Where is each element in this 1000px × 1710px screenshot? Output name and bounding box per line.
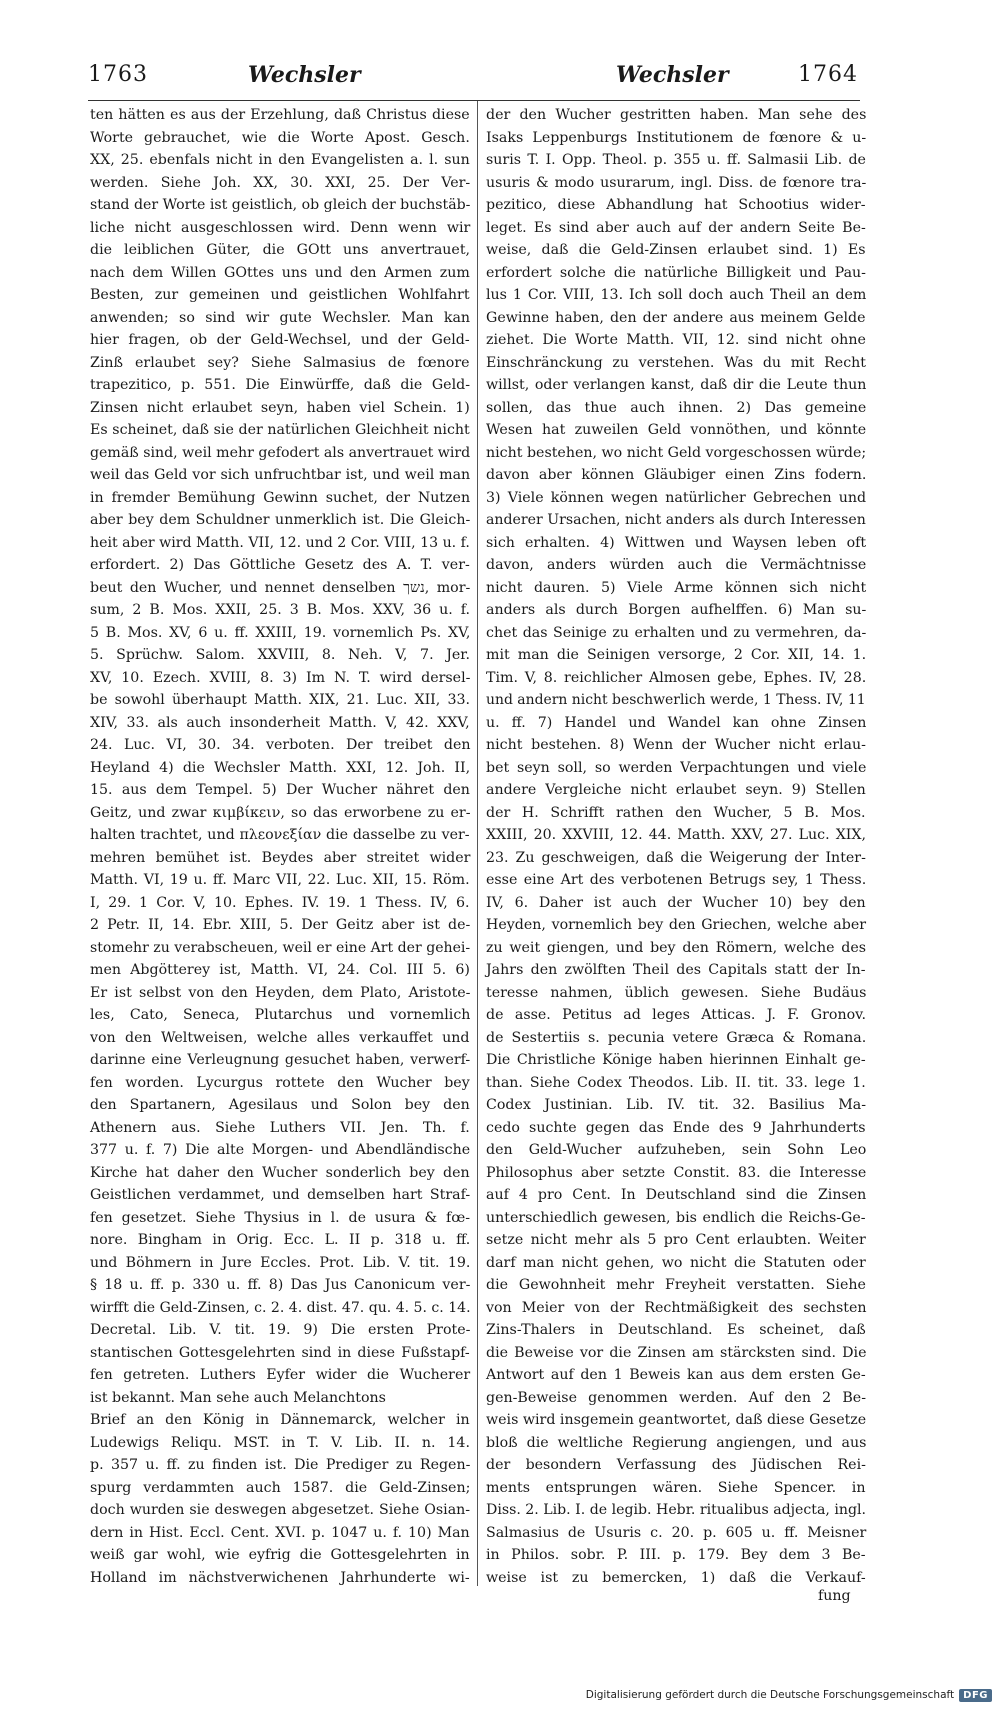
text-line: darinne eine Verleugnung gesuchet haben, verwerf- [90,1052,471,1068]
text-line: fen worden. Lycurgus rottete den Wucher bey [90,1074,470,1091]
text-line: Salmasius de Usuris c. 20. p. 605 u. ff. Meisner [486,1524,867,1541]
text-line: beut den Wucher, und nennet denselben נשך, mor- [90,579,471,596]
text-line: 23. Zu geschweigen, daß die Weigerung der Inter- [486,849,866,866]
text-line: Isaks Leppenburgs Institutionem de fœnore & u- [486,129,867,146]
text-line: ist bekannt. Man sehe auch Melanchtons [90,1389,386,1406]
text-line: esse eine Art des verbotenen Betrugs sey, 1 Thess. [486,872,867,888]
text-line: der H. Schrifft rathen den Wucher, 5 B. Mos. [486,804,866,821]
text-line: sich erhalten. 4) Wittwen und Waysen leben oft [486,534,867,551]
text-line: cedo suchte gegen das Ende des 9 Jahrhunderts [486,1119,866,1136]
text-line: sum, 2 B. Mos. XXII, 25. 3 B. Mos. XXV, 36 u. f. [90,602,471,618]
text-line: mehren bemühet ist. Beydes aber streitet wider [90,849,471,866]
text-line: nore. Bingham in Orig. Ecc. L. II p. 318 u. ff. [90,1232,471,1248]
text-line: stomehr zu verabscheuen, weil er eine Art der gehei- [90,939,471,956]
left-column [90,104,470,1589]
text-line: unterschiedlich gewesen, bis endlich die Reichs-Ge- [486,1209,866,1226]
header-rule [88,100,860,101]
text-line: I, 29. 1 Cor. V, 10. Ephes. IV. 19. 1 Thess. IV, 6. [90,894,470,911]
text-line: dern in Hist. Eccl. Cent. XVI. p. 1047 u. f. 10) Man [90,1524,470,1541]
text-line: spurg verdammten auch 1587. die Geld-Zinsen; [90,1479,471,1496]
text-line: lus 1 Cor. VIII, 13. Ich soll doch auch Theil an dem [486,287,867,303]
text-line: und andern nicht beschwerlich werde, 1 Thess. IV, 11 [486,692,866,708]
text-line: be sowohl überhaupt Matth. XIX, 21. Luc. XII, 33. [90,692,471,708]
text-line: Decretal. Lib. V. tit. 19. 9) Die ersten Prote- [90,1322,471,1338]
text-line: Zinß erlaubet sey? Siehe Salmasius de fœnore [90,354,470,371]
text-line: Worte gebrauchet, wie die Worte Apost. Gesch. [90,129,470,146]
text-line: aber bey dem Schuldner unmerklich ist. Die Gleich- [90,512,471,528]
text-line: ziehet. Die Worte Matth. VII, 12. sind nicht ohne [486,332,866,348]
text-line: 24. Luc. VI, 30. 34. verboten. Der treibet den [90,737,471,753]
text-line: halten trachtet, und πλεονεξίαν die dasselbe zu ver- [90,827,470,843]
text-line: Einschränckung zu verstehen. Was du mit Recht [486,354,866,371]
text-line: die leiblichen Güter, die GOtt uns anvertrauet, [90,242,471,258]
text-line: 15. aus dem Tempel. 5) Der Wucher nähret den [90,782,470,798]
text-line: Matth. VI, 19 u. ff. Marc VII, 22. Luc. XII, 15. Röm. [90,872,470,888]
text-line: sollen, das thue auch ihnen. 2) Das gemeine [486,399,867,416]
text-line: Gewinne haben, den der andere aus meinem Gelde [486,309,866,326]
text-line: nicht bestehen. 8) Wenn der Wucher nicht erlau- [486,737,866,753]
text-line: XXIII, 20. XXVIII, 12. 44. Matth. XXV, 27. Luc. XIX, [486,827,867,843]
text-line: teresse nahmen, üblich gewesen. Siehe Budäus [486,984,867,1001]
text-line: Diss. 2. Lib. I. de legib. Hebr. ritualibus adjecta, ingl. [486,1502,867,1518]
text-line: Jahrs den zwölften Theil des Capitals statt der In- [486,962,866,978]
text-line: davon aber können Gläubiger einen Zins fodern. [486,467,867,483]
right-page-number: 1764 [798,62,858,87]
text-line: anders als durch Borgen aufhelffen. 6) Man su- [486,602,867,618]
footer [586,1686,992,1704]
text-line: p. 357 u. ff. zu finden ist. Die Prediger zu Regen- [90,1457,471,1473]
text-line: in fremder Bemühung Gewinn suchet, der Nutzen [90,489,471,506]
text-line: von Meier von der Rechtmäßigkeit des sechsten [486,1299,867,1316]
page-header [88,62,858,102]
text-line: ten hätten es aus der Erzehlung, daß Christus diese [90,107,470,123]
text-line: nicht bestehen, wo nicht Geld vorgeschossen würde; [486,444,867,461]
text-line: Geistlichen verdammet, und demselben hart Straf- [90,1187,471,1203]
text-line: Heyden, vornemlich bey den Griechen, welche aber [486,917,867,933]
text-line: heit aber wird Matth. VII, 12. und 2 Cor. VIII, 13 u. f. [90,534,470,551]
text-line: fen gesetzet. Siehe Thysius in l. de usura & fœ- [90,1209,471,1226]
text-line: § 18 u. ff. p. 330 u. ff. 8) Das Jus Canonicum ver- [90,1277,471,1293]
text-line: 5 B. Mos. XV, 6 u. ff. XXIII, 19. vornemlich Ps. XV, [90,624,471,641]
text-line: die Beweise vor die Zinsen am stärcksten sind. Die [486,1344,867,1361]
left-page-number: 1763 [88,62,148,87]
text-line: Besten, zur gemeinen und geistlichen Wohlfahrt [90,287,470,303]
text-line: Codex Justinian. Lib. IV. tit. 32. Basilius Ma- [486,1097,866,1113]
text-line: Heyland 4) die Wechsler Matth. XXI, 12. Joh. II, [90,759,471,776]
text-line: hier fragen, ob der Geld-Wechsel, und der Geld- [90,332,470,348]
text-line: andere Vergleiche nicht erlaubet seyn. 9) Stellen [486,782,866,798]
left-running-title: Wechsler [248,62,361,88]
text-line: den Geld-Wucher aufzuheben, sein Sohn Leo [486,1142,867,1158]
text-line: gen-Beweise genommen werden. Auf den 2 Be- [486,1389,867,1406]
text-line: than. Siehe Codex Theodos. Lib. II. tit. 33. lege 1. [486,1074,866,1091]
column-divider [477,101,478,1586]
text-line: les, Cato, Seneca, Plutarchus und vornemlich [90,1007,471,1023]
text-line: erfordert solche die natürliche Billigkeit und Pau- [486,264,866,281]
text-line: ments entsprungen wären. Siehe Spencer. in [486,1479,866,1496]
text-line: anderer Ursachen, nicht anders als durch Interessen [486,512,866,528]
text-line: Zinsen nicht erlaubet seyn, haben viel Schein. 1) [90,399,470,416]
text-line: Antwort auf den 1 Beweis kan aus dem ersten Ge- [486,1367,866,1383]
text-line: XV, 10. Ezech. XVIII, 8. 3) Im N. T. wird dersel- [90,669,471,686]
text-line: 3) Viele können wegen natürlicher Gebrechen und [486,489,867,506]
text-line: Wesen hat zuweilen Geld vonnöthen, und könnte [486,422,867,438]
text-line: bet seyn soll, so werden Verpachtungen und viele [486,759,867,776]
text-line: Er ist selbst von den Heyden, dem Plato, Aristote- [90,984,471,1001]
text-line: nach dem Willen GOttes uns und den Armen zum [90,264,470,281]
text-line: usuris & modo usurarum, ingl. Diss. de fœnore tra- [486,174,867,191]
text-line: Holland im nächstverwichenen Jahrhunderte wi- [90,1569,470,1586]
text-line: de Sestertiis s. pecunia vetere Græca & Romana. [486,1029,867,1046]
text-line: werden. Siehe Joh. XX, 30. XXI, 25. Der Ver- [90,174,471,191]
text-line: 2 Petr. II, 14. Ebr. XIII, 5. Der Geitz aber ist de- [90,917,471,933]
text-line: men Abgötterey ist, Matth. VI, 24. Col. III 5. 6) [90,962,470,978]
text-line: Die Christliche Könige haben hierinnen Einhalt ge- [486,1052,866,1068]
text-line: u. ff. 7) Handel und Wandel kan ohne Zinsen [486,714,867,731]
text-line: die Gewohnheit mehr Freyheit verstatten. Siehe [486,1277,866,1293]
text-line: stand der Worte ist geistlich, ob gleich der buchstäb- [90,197,471,213]
text-line: fen getreten. Luthers Eyfer wider die Wucherer [90,1367,471,1383]
text-line: Geitz, und zwar κιμβίκειν, so das erworbene zu er- [90,804,471,821]
text-line: nicht dauren. 5) Viele Arme können sich nicht [486,579,867,596]
right-running-title: Wechsler [616,62,729,88]
text-line: XIV, 33. als auch insonderheit Matth. V, 42. XXV, [90,714,470,731]
text-line: XX, 25. ebenfals nicht in den Evangelisten a. l. sun [90,152,470,168]
text-line: weiß gar wohl, wie eyfrig die Gottesgelehrten in [90,1547,470,1563]
text-line: chet das Seinige zu erhalten und zu vermehren, da- [486,624,867,641]
text-line: weis wird insgemein geantwortet, daß diese Gesetze [486,1412,867,1428]
text-line: Es scheinet, daß sie der natürlichen Gleichheit nicht [90,422,470,438]
text-line: zu weit giengen, und bey den Römern, welche des [486,939,867,956]
text-line: davon, anders würden auch die Vermächtnisse [486,557,867,573]
text-line: der den Wucher gestritten haben. Man sehe des [486,107,867,123]
text-line: liche nicht ausgeschlossen wird. Denn wenn wir [90,219,471,236]
footer-text: Digitalisierung gefördert durch die Deutsche Forschungsgemeinschaft [585,1689,955,1701]
dfg-logo-icon: DFG [959,1689,992,1702]
text-line: anwenden; so sind wir gute Wechsler. Man kan [90,309,471,326]
text-line: Ludewigs Reliqu. MST. in T. V. Lib. II. n. 14. [90,1434,470,1451]
text-line: willst, oder verlangen kanst, daß dir die Leute thun [486,377,867,393]
text-line: weise ist zu bemercken, 1) daß die Verkauf- [486,1569,866,1586]
text-line: von den Weltweisen, welche alles verkauffet und [90,1029,470,1046]
text-line: auf 4 pro Cent. In Deutschland sind die Zinsen [486,1187,867,1203]
right-column [486,104,866,1589]
text-line: wirfft die Geld-Zinsen, c. 2. 4. dist. 47. qu. 4. 5. c. 14. [90,1299,471,1316]
text-line: weise, daß die Geld-Zinsen erlaubet sind. 1) Es [486,242,866,258]
text-line: den Spartanern, Agesilaus und Solon bey den [90,1097,470,1113]
text-line: setze nicht mehr als 5 pro Cent erlaubten. Weiter [486,1232,866,1248]
text-line: pezitico, diese Abhandlung hat Schootius wider- [486,197,866,213]
catchword: fung [818,1588,851,1604]
text-line: stantischen Gottesgelehrten sind in diese Fußstapf- [90,1344,470,1361]
text-line: de asse. Petitus ad leges Atticas. J. F. Gronov. [486,1007,866,1023]
text-line: trapezitico, p. 551. Die Einwürffe, daß die Geld- [90,377,470,393]
text-line: suris T. I. Opp. Theol. p. 355 u. ff. Salmasii Lib. de [486,152,866,168]
text-line: erfordert. 2) Das Göttliche Gesetz des A. T. ver- [90,557,470,573]
text-line: mit man die Seinigen versorge, 2 Cor. XII, 14. 1. [486,647,867,663]
text-line: darf man nicht gehen, wo nicht die Statuten oder [486,1254,866,1271]
text-line: und Böhmern in Jure Eccles. Prot. Lib. V. tit. 19. [90,1254,471,1271]
text-line: Athenern aus. Siehe Luthers VII. Jen. Th. f. [90,1119,470,1136]
text-line: Zins-Thalers in Deutschland. Es scheinet, daß [486,1322,866,1338]
text-line: leget. Es sind aber auch auf der andern Seite Be- [486,219,866,236]
text-line: IV, 6. Daher ist auch der Wucher 10) bey den [486,894,866,911]
text-line: Tim. V, 8. reichlicher Almosen gebe, Ephes. IV, 28. [486,669,867,686]
text-line: Brief an den König in Dännemarck, welcher in [90,1412,470,1428]
text-line: der besondern Verfassung des Jüdischen Rei- [486,1457,866,1473]
text-line: Philosophus aber setzte Constit. 83. die Interesse [486,1164,867,1181]
text-line: weil das Geld vor sich unfruchtbar ist, und weil man [90,467,471,483]
text-line: doch wurden sie deswegen abgesetzet. Siehe Osian- [90,1502,471,1518]
text-line: Kirche hat daher den Wucher sonderlich bey den [90,1164,470,1181]
text-line: bloß die weltliche Regierung angiengen, und aus [486,1434,867,1451]
text-line: in Philos. sobr. P. III. p. 179. Bey dem 3 Be- [486,1547,866,1563]
text-line: gemäß sind, weil mehr gefodert als anvertrauet wird [90,444,471,461]
text-line: 377 u. f. 7) Die alte Morgen- und Abendländische [90,1142,471,1158]
text-line: 5. Sprüchw. Salom. XXVIII, 8. Neh. V, 7. Jer. [90,647,471,663]
